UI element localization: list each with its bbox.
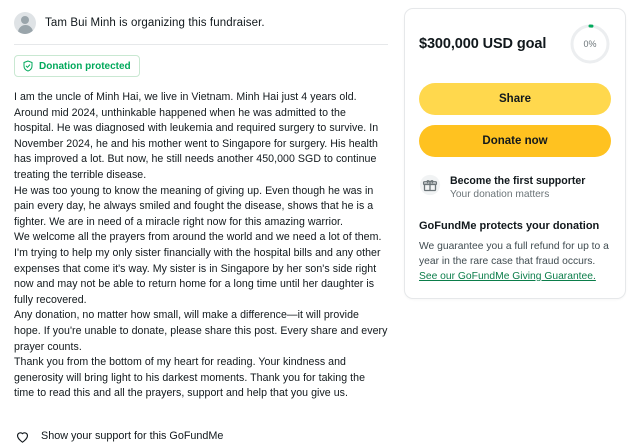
giving-guarantee-link[interactable]: See our GoFundMe Giving Guarantee. — [419, 271, 596, 282]
avatar — [14, 12, 36, 34]
gift-icon — [419, 174, 441, 196]
story-paragraph: We welcome all the prayers from around the world and we need a lot of them. — [14, 231, 382, 244]
donate-button[interactable]: Donate now — [419, 125, 611, 157]
goal-row — [419, 23, 611, 65]
protection-title: GoFundMe protects your donation — [419, 220, 600, 232]
status-badge-label: Donation protected — [39, 60, 131, 72]
organizer-label: Tam Bui Minh is organizing this fundraiser. — [45, 17, 265, 29]
status-badge[interactable] — [14, 55, 140, 77]
support-prompt-row — [14, 428, 388, 445]
goal-amount-label: $300,000 USD goal — [419, 36, 547, 52]
progress-ring — [569, 23, 611, 65]
story-paragraph: He was too young to know the meaning of giving up. Even though he was in pain every day, he always smiled and fought the disease, shows that he is a fighter. We are in need of a miracle right now for this amazing warrior. — [14, 184, 374, 228]
first-supporter-row — [419, 174, 611, 202]
support-prompt-label: Show your support for this GoFundMe — [41, 430, 224, 443]
share-button[interactable]: Share — [419, 83, 611, 115]
first-supporter-subtitle: Your donation matters — [450, 189, 550, 200]
shield-icon — [22, 60, 34, 72]
story-paragraph: Thank you from the bottom of my heart for reading. Your kindness and generosity will bring light to his darkest moments. Thank you for taking the time to read this and all the prayers, support and help that you give us. — [14, 356, 366, 400]
story-paragraph: Any donation, no matter how small, will make a difference—it will provide hope. If you're unable to donate, please share this post. Every share and every prayer counts. — [14, 309, 388, 353]
story-body — [14, 90, 388, 402]
donation-sidebar — [404, 0, 640, 448]
heart-icon[interactable] — [14, 428, 31, 445]
protection-body — [419, 239, 611, 284]
organizer-row[interactable] — [14, 8, 388, 44]
progress-percent-label: 0% — [583, 39, 597, 49]
story-paragraph: I am the uncle of Minh Hai, we live in Vietnam. Minh Hai just 4 years old. Around mid 2024, unthinkable happened when he was admitted to the hospital. He was diagnosed with leukemia and required surgery to survive. In November 2024, he and his mother went to Singapore for surgery. His health has improved a lot. But now, he still needs another 450,000 SGD to continue treating the terrible disease. — [14, 91, 379, 181]
protection-text: We guarantee you a full refund for up to a year in the rare case that fraud occurs. — [419, 241, 609, 267]
story-paragraph: I'm trying to help my only sister financially with the hospital bills and any other expenses that come it's way. My sister is in Singapore by her son's side right now and may not be able to return home for a long time until her daughter is fully recovered. — [14, 246, 381, 306]
first-supporter-title: Become the first supporter — [450, 175, 586, 187]
donation-card — [404, 8, 626, 299]
divider — [14, 44, 388, 45]
